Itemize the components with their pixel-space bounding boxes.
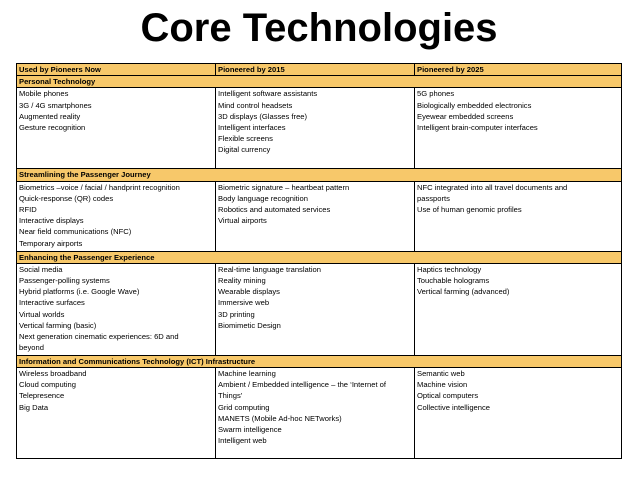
cell-2025 [415, 263, 622, 355]
list-item: Cloud computing [19, 380, 76, 390]
list-item: Digital currency [218, 145, 271, 155]
list-item: Collective intelligence [417, 402, 491, 412]
list-item: passports [417, 193, 450, 203]
list-item: Body language recognition [218, 193, 308, 203]
list-item: Grid computing [218, 402, 270, 412]
section-label: Information and Communications Technology (ICT) Infrastructure [17, 355, 622, 367]
cell-now [17, 368, 216, 459]
column-header-2025: Pioneered by 2025 [415, 64, 622, 76]
cell-2015 [216, 263, 415, 355]
list-item: Near field communications (NFC) [19, 227, 132, 237]
list-item: Augmented reality [19, 111, 81, 121]
list-item: Eyewear embedded screens [417, 111, 514, 121]
list-item: Temporary airports [19, 238, 83, 248]
section-label: Streamlining the Passenger Journey [17, 169, 622, 181]
cell-2025 [415, 368, 622, 459]
list-item: 5G phones [417, 89, 455, 99]
list-item: Mobile phones [19, 89, 69, 99]
list-item: Optical computers [417, 391, 479, 401]
list-item: Biometric signature – heartbeat pattern [218, 182, 350, 192]
list-item: Biologically embedded electronics [417, 100, 532, 110]
list-item: 3D printing [218, 309, 255, 319]
table-row [17, 88, 622, 169]
cell-2015 [216, 88, 415, 169]
list-item: Things’ [218, 391, 243, 401]
list-item: Vertical farming (basic) [19, 320, 97, 330]
table-row [17, 368, 622, 459]
column-header-now: Used by Pioneers Now [17, 64, 216, 76]
page-title: Core Technologies [140, 6, 498, 50]
list-item: Intelligent brain-computer interfaces [417, 123, 538, 133]
list-item: Telepresence [19, 391, 65, 401]
section-header-row [17, 355, 622, 367]
technology-table [16, 63, 622, 459]
list-item: Flexible screens [218, 134, 273, 144]
section-header-row [17, 76, 622, 88]
table-row [17, 181, 622, 251]
list-item: Use of human genomic profiles [417, 205, 522, 215]
section-label: Personal Technology [17, 76, 622, 88]
cell-now [17, 181, 216, 251]
list-item: Robotics and automated services [218, 205, 331, 215]
list-item: Social media [19, 264, 63, 274]
list-item: 3G / 4G smartphones [19, 100, 92, 110]
list-item: Real-time language translation [218, 264, 321, 274]
list-item: Biometrics –voice / facial / handprint recognition [19, 182, 180, 192]
list-item: Ambient / Embedded intelligence – the ‘Internet of [218, 380, 387, 390]
list-item: Virtual airports [218, 216, 267, 226]
cell-2025 [415, 181, 622, 251]
section-label: Enhancing the Passenger Experience [17, 251, 622, 263]
list-item: Virtual worlds [19, 309, 65, 319]
list-item: Biomimetic Design [218, 320, 281, 330]
list-item: Immersive web [218, 298, 270, 308]
list-item: MANETS (Mobile Ad-hoc NETworks) [218, 413, 342, 423]
list-item: Haptics technology [417, 264, 482, 274]
list-item: Wearable displays [218, 287, 280, 297]
list-item: Hybrid platforms (i.e. Google Wave) [19, 287, 140, 297]
list-item: Wireless broadband [19, 369, 87, 379]
list-item: beyond [19, 343, 44, 353]
section-header-row [17, 169, 622, 181]
list-item: Intelligent interfaces [218, 123, 286, 133]
list-item: Intelligent web [218, 436, 267, 446]
list-item: Semantic web [417, 369, 465, 379]
list-item: Big Data [19, 402, 49, 412]
table-header-row [17, 64, 622, 76]
list-item: Gesture recognition [19, 123, 86, 133]
list-item: Interactive surfaces [19, 298, 85, 308]
list-item: 3D displays (Glasses free) [218, 111, 308, 121]
cell-now [17, 88, 216, 169]
cell-2015 [216, 368, 415, 459]
list-item: Vertical farming (advanced) [417, 287, 510, 297]
list-item: Reality mining [218, 276, 266, 286]
list-item: Interactive displays [19, 216, 84, 226]
list-item: Swarm intelligence [218, 425, 282, 435]
list-item: Next generation cinematic experiences: 6D and [19, 332, 179, 342]
list-item: Mind control headsets [218, 100, 293, 110]
column-header-2015: Pioneered by 2015 [216, 64, 415, 76]
list-item: Passenger-polling systems [19, 276, 110, 286]
section-header-row [17, 251, 622, 263]
list-item: Machine learning [218, 369, 276, 379]
list-item: Machine vision [417, 380, 468, 390]
cell-now [17, 263, 216, 355]
list-item: NFC integrated into all travel documents and [417, 182, 568, 192]
list-item: RFID [19, 205, 37, 215]
list-item: Quick-response (QR) codes [19, 193, 114, 203]
list-item: Touchable holograms [417, 276, 490, 286]
list-item: Intelligent software assistants [218, 89, 318, 99]
cell-2025 [415, 88, 622, 169]
cell-2015 [216, 181, 415, 251]
table-row [17, 263, 622, 355]
